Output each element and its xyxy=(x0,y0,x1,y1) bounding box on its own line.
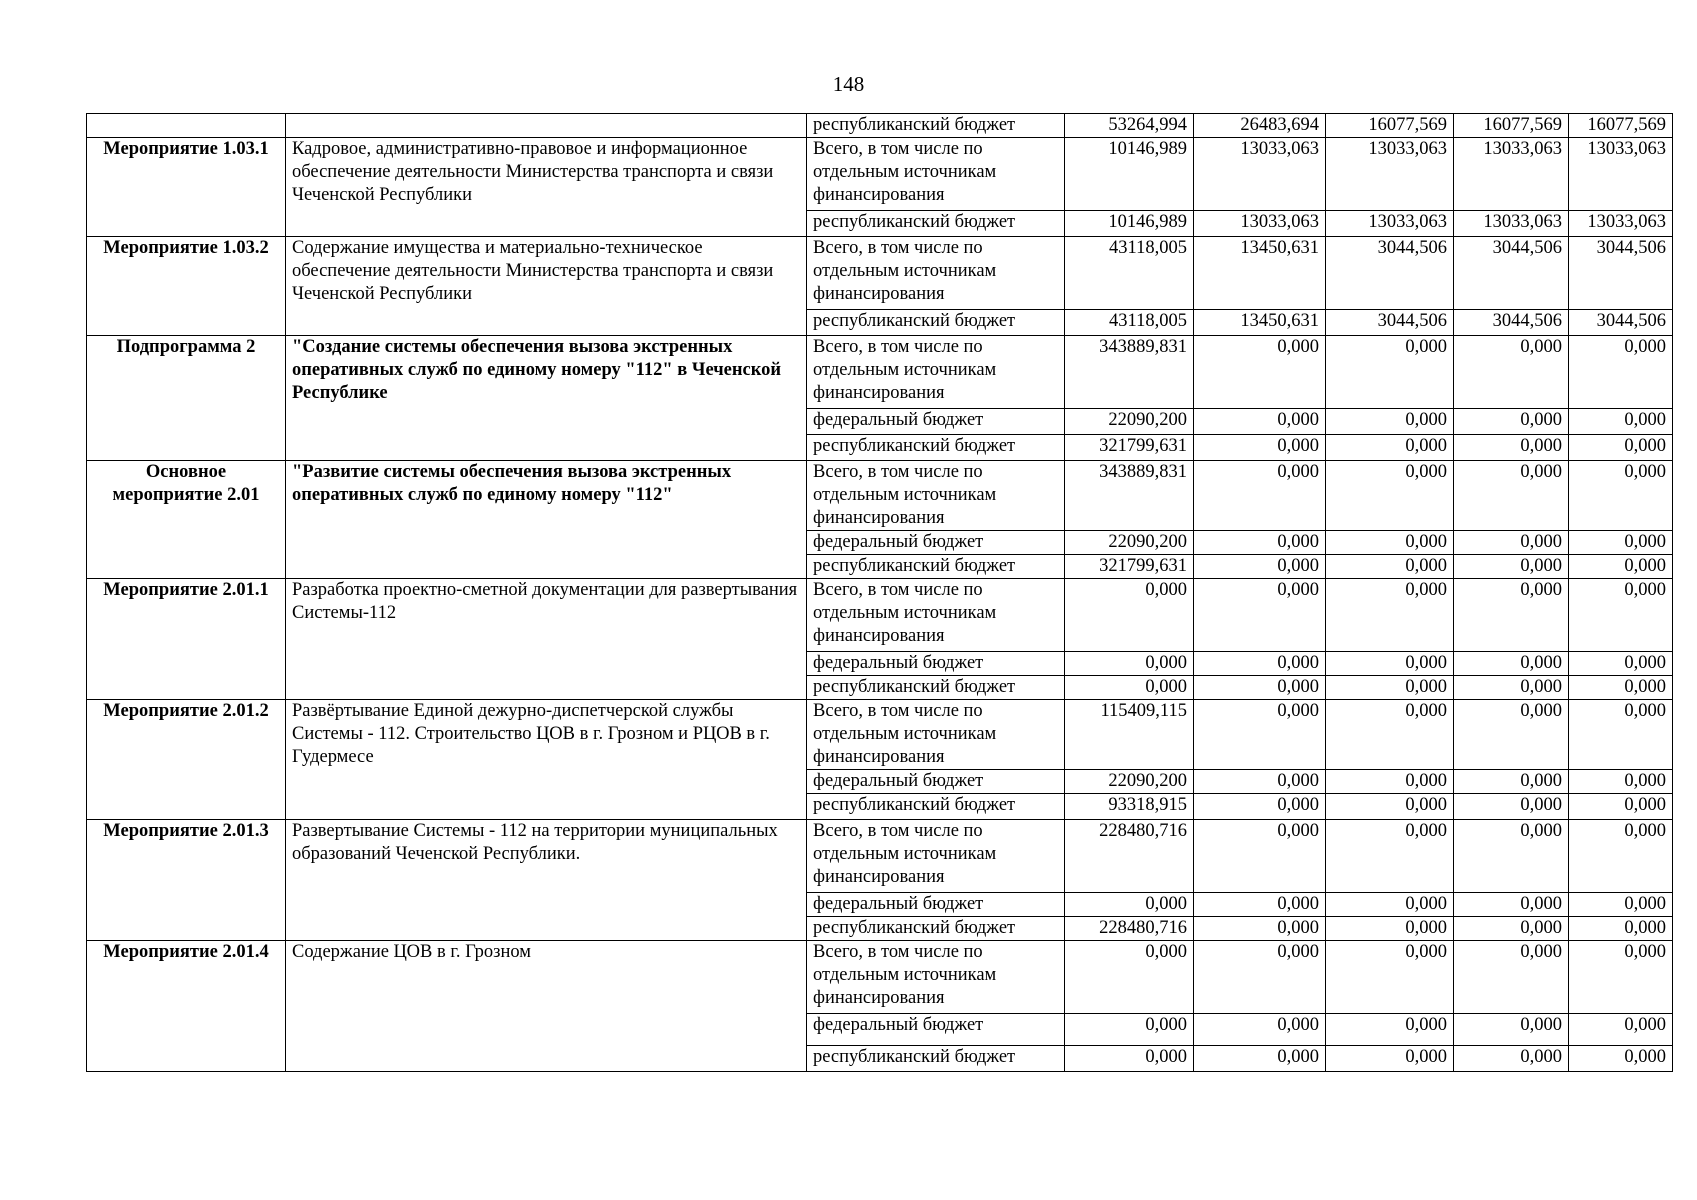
value-cell: 16077,569 xyxy=(1454,114,1569,138)
item-code: Мероприятие 2.01.3 xyxy=(87,820,286,941)
page-number: 148 xyxy=(832,72,865,96)
value-cell: 0,000 xyxy=(1569,941,1673,1014)
table-row xyxy=(87,461,1673,531)
table-row xyxy=(87,941,1673,1014)
value-cell: 0,000 xyxy=(1569,531,1673,555)
value-cell: 10146,989 xyxy=(1065,211,1194,237)
value-cell: 3044,506 xyxy=(1454,237,1569,310)
value-cell: 13033,063 xyxy=(1194,138,1326,211)
value-cell: 0,000 xyxy=(1326,700,1454,770)
funding-source: республиканский бюджет xyxy=(807,435,1065,461)
value-cell: 0,000 xyxy=(1065,1014,1194,1046)
value-cell: 0,000 xyxy=(1454,555,1569,579)
value-cell: 0,000 xyxy=(1326,893,1454,917)
value-cell: 0,000 xyxy=(1326,531,1454,555)
value-cell: 0,000 xyxy=(1194,676,1326,700)
value-cell: 0,000 xyxy=(1569,676,1673,700)
item-code: Мероприятие 1.03.1 xyxy=(87,138,286,237)
value-cell: 53264,994 xyxy=(1065,114,1194,138)
value-cell: 343889,831 xyxy=(1065,336,1194,409)
value-cell: 13033,063 xyxy=(1569,211,1673,237)
value-cell: 0,000 xyxy=(1326,1046,1454,1072)
value-cell: 13033,063 xyxy=(1569,138,1673,211)
funding-source: республиканский бюджет xyxy=(807,555,1065,579)
value-cell: 0,000 xyxy=(1194,461,1326,531)
value-cell: 0,000 xyxy=(1569,1046,1673,1072)
value-cell: 228480,716 xyxy=(1065,917,1194,941)
value-cell: 0,000 xyxy=(1065,893,1194,917)
item-code: Подпрограмма 2 xyxy=(87,336,286,461)
value-cell: 13033,063 xyxy=(1454,138,1569,211)
funding-source: Всего, в том числе по отдельным источникам финансирования xyxy=(807,820,1065,893)
value-cell: 13033,063 xyxy=(1326,138,1454,211)
value-cell: 93318,915 xyxy=(1065,794,1194,820)
value-cell: 0,000 xyxy=(1194,917,1326,941)
item-name: Содержание ЦОВ в г. Грозном xyxy=(286,941,807,1072)
item-code: Мероприятие 2.01.4 xyxy=(87,941,286,1072)
value-cell: 13033,063 xyxy=(1326,211,1454,237)
value-cell: 0,000 xyxy=(1326,794,1454,820)
value-cell: 0,000 xyxy=(1194,893,1326,917)
funding-source: Всего, в том числе по отдельным источникам финансирования xyxy=(807,941,1065,1014)
item-name: "Развитие системы обеспечения вызова экстренных оперативных служб по единому номеру "112" xyxy=(286,461,807,579)
value-cell: 0,000 xyxy=(1454,531,1569,555)
funding-source: республиканский бюджет xyxy=(807,1046,1065,1072)
value-cell: 0,000 xyxy=(1454,409,1569,435)
value-cell: 0,000 xyxy=(1326,435,1454,461)
value-cell: 16077,569 xyxy=(1569,114,1673,138)
value-cell: 0,000 xyxy=(1194,409,1326,435)
value-cell: 228480,716 xyxy=(1065,820,1194,893)
value-cell: 26483,694 xyxy=(1194,114,1326,138)
value-cell: 0,000 xyxy=(1454,917,1569,941)
value-cell: 13033,063 xyxy=(1454,211,1569,237)
item-name xyxy=(286,114,807,138)
value-cell: 321799,631 xyxy=(1065,555,1194,579)
item-name: Кадровое, административно-правовое и информационное обеспечение деятельности Министерства транспорта и связи Чеченской Республики xyxy=(286,138,807,237)
value-cell: 22090,200 xyxy=(1065,531,1194,555)
value-cell: 0,000 xyxy=(1326,770,1454,794)
value-cell: 0,000 xyxy=(1065,1046,1194,1072)
value-cell: 43118,005 xyxy=(1065,237,1194,310)
item-name: Разработка проектно-сметной документации для развертывания Системы-112 xyxy=(286,579,807,700)
funding-source: республиканский бюджет xyxy=(807,211,1065,237)
funding-source: федеральный бюджет xyxy=(807,531,1065,555)
value-cell: 0,000 xyxy=(1326,555,1454,579)
value-cell: 0,000 xyxy=(1326,652,1454,676)
value-cell: 0,000 xyxy=(1065,579,1194,652)
value-cell: 321799,631 xyxy=(1065,435,1194,461)
value-cell: 0,000 xyxy=(1326,941,1454,1014)
funding-table xyxy=(86,113,1673,1072)
value-cell: 0,000 xyxy=(1569,820,1673,893)
value-cell: 0,000 xyxy=(1194,336,1326,409)
item-code: Основное мероприятие 2.01 xyxy=(87,461,286,579)
value-cell: 0,000 xyxy=(1194,770,1326,794)
value-cell: 0,000 xyxy=(1454,820,1569,893)
value-cell: 0,000 xyxy=(1569,555,1673,579)
value-cell: 0,000 xyxy=(1569,770,1673,794)
value-cell: 0,000 xyxy=(1454,794,1569,820)
value-cell: 3044,506 xyxy=(1326,310,1454,336)
item-name: Содержание имущества и материально-техническое обеспечение деятельности Министерства транспорта и связи Чеченской Республики xyxy=(286,237,807,336)
value-cell: 0,000 xyxy=(1194,700,1326,770)
funding-source: республиканский бюджет xyxy=(807,114,1065,138)
value-cell: 0,000 xyxy=(1454,1046,1569,1072)
funding-source: Всего, в том числе по отдельным источникам финансирования xyxy=(807,336,1065,409)
value-cell: 43118,005 xyxy=(1065,310,1194,336)
funding-source: федеральный бюджет xyxy=(807,1014,1065,1046)
table-row xyxy=(87,114,1673,138)
value-cell: 0,000 xyxy=(1194,579,1326,652)
value-cell: 3044,506 xyxy=(1326,237,1454,310)
value-cell: 0,000 xyxy=(1569,1014,1673,1046)
value-cell: 0,000 xyxy=(1326,917,1454,941)
funding-source: федеральный бюджет xyxy=(807,409,1065,435)
value-cell: 0,000 xyxy=(1454,700,1569,770)
value-cell: 0,000 xyxy=(1569,794,1673,820)
value-cell: 0,000 xyxy=(1194,794,1326,820)
table-row xyxy=(87,820,1673,893)
funding-source: Всего, в том числе по отдельным источникам финансирования xyxy=(807,579,1065,652)
value-cell: 0,000 xyxy=(1454,435,1569,461)
value-cell: 16077,569 xyxy=(1326,114,1454,138)
value-cell: 10146,989 xyxy=(1065,138,1194,211)
item-name: Развёртывание Единой дежурно-диспетчерской службы Системы - 112. Строительство ЦОВ в г. Грозном и РЦОВ в г. Гудермесе xyxy=(286,700,807,820)
funding-source: республиканский бюджет xyxy=(807,794,1065,820)
funding-source: Всего, в том числе по отдельным источникам финансирования xyxy=(807,237,1065,310)
value-cell: 115409,115 xyxy=(1065,700,1194,770)
value-cell: 0,000 xyxy=(1065,652,1194,676)
value-cell: 0,000 xyxy=(1454,652,1569,676)
value-cell: 0,000 xyxy=(1454,336,1569,409)
value-cell: 0,000 xyxy=(1454,893,1569,917)
value-cell: 0,000 xyxy=(1194,531,1326,555)
value-cell: 0,000 xyxy=(1194,1046,1326,1072)
value-cell: 0,000 xyxy=(1326,461,1454,531)
value-cell: 0,000 xyxy=(1194,941,1326,1014)
value-cell: 0,000 xyxy=(1065,941,1194,1014)
value-cell: 0,000 xyxy=(1454,1014,1569,1046)
value-cell: 0,000 xyxy=(1326,1014,1454,1046)
value-cell: 0,000 xyxy=(1569,652,1673,676)
funding-source: Всего, в том числе по отдельным источникам финансирования xyxy=(807,461,1065,531)
value-cell: 0,000 xyxy=(1454,461,1569,531)
value-cell: 3044,506 xyxy=(1569,310,1673,336)
value-cell: 0,000 xyxy=(1065,676,1194,700)
item-name: Развертывание Системы - 112 на территории муниципальных образований Чеченской Республики. xyxy=(286,820,807,941)
value-cell: 0,000 xyxy=(1194,652,1326,676)
value-cell: 343889,831 xyxy=(1065,461,1194,531)
table-row xyxy=(87,138,1673,211)
value-cell: 0,000 xyxy=(1569,461,1673,531)
funding-source: республиканский бюджет xyxy=(807,676,1065,700)
value-cell: 0,000 xyxy=(1326,336,1454,409)
value-cell: 13450,631 xyxy=(1194,237,1326,310)
item-code xyxy=(87,114,286,138)
value-cell: 0,000 xyxy=(1454,676,1569,700)
table-row xyxy=(87,579,1673,652)
funding-source: федеральный бюджет xyxy=(807,770,1065,794)
value-cell: 0,000 xyxy=(1569,409,1673,435)
table-row xyxy=(87,700,1673,770)
value-cell: 0,000 xyxy=(1569,435,1673,461)
funding-source: республиканский бюджет xyxy=(807,917,1065,941)
value-cell: 0,000 xyxy=(1194,555,1326,579)
value-cell: 0,000 xyxy=(1194,820,1326,893)
value-cell: 0,000 xyxy=(1326,409,1454,435)
value-cell: 0,000 xyxy=(1569,700,1673,770)
value-cell: 0,000 xyxy=(1326,820,1454,893)
item-name: "Создание системы обеспечения вызова экстренных оперативных служб по единому номеру "112" в Чеченской Республике xyxy=(286,336,807,461)
table-row xyxy=(87,237,1673,310)
value-cell: 22090,200 xyxy=(1065,770,1194,794)
funding-source: федеральный бюджет xyxy=(807,893,1065,917)
value-cell: 0,000 xyxy=(1569,336,1673,409)
value-cell: 0,000 xyxy=(1454,770,1569,794)
value-cell: 0,000 xyxy=(1326,579,1454,652)
funding-source: Всего, в том числе по отдельным источникам финансирования xyxy=(807,138,1065,211)
item-code: Мероприятие 2.01.1 xyxy=(87,579,286,700)
funding-source: Всего, в том числе по отдельным источникам финансирования xyxy=(807,700,1065,770)
item-code: Мероприятие 2.01.2 xyxy=(87,700,286,820)
value-cell: 3044,506 xyxy=(1569,237,1673,310)
value-cell: 0,000 xyxy=(1326,676,1454,700)
value-cell: 22090,200 xyxy=(1065,409,1194,435)
table-row xyxy=(87,336,1673,409)
item-code: Мероприятие 1.03.2 xyxy=(87,237,286,336)
funding-source: федеральный бюджет xyxy=(807,652,1065,676)
value-cell: 0,000 xyxy=(1454,579,1569,652)
value-cell: 13033,063 xyxy=(1194,211,1326,237)
value-cell: 13450,631 xyxy=(1194,310,1326,336)
value-cell: 0,000 xyxy=(1194,435,1326,461)
value-cell: 0,000 xyxy=(1569,893,1673,917)
value-cell: 3044,506 xyxy=(1454,310,1569,336)
funding-source: республиканский бюджет xyxy=(807,310,1065,336)
value-cell: 0,000 xyxy=(1454,941,1569,1014)
value-cell: 0,000 xyxy=(1569,579,1673,652)
value-cell: 0,000 xyxy=(1569,917,1673,941)
value-cell: 0,000 xyxy=(1194,1014,1326,1046)
